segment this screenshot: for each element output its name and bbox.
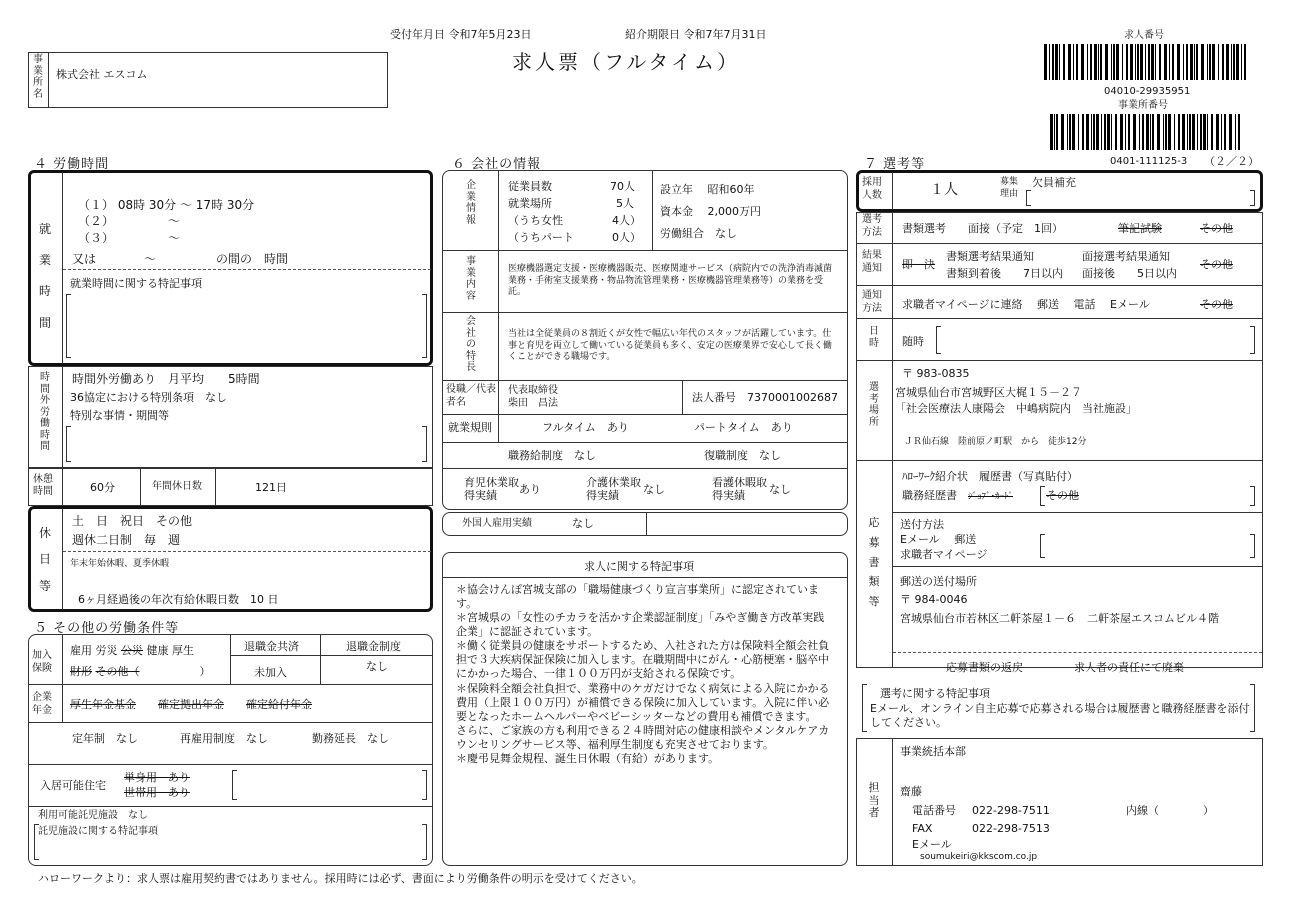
representative-label: 役職／代表者名	[446, 384, 496, 408]
barcode-bar	[1094, 44, 1097, 80]
barcode-bar	[1055, 44, 1058, 80]
barcode-bar	[1235, 114, 1236, 150]
representative-name: 柴田 昌法	[508, 398, 558, 409]
barcode-bar	[1135, 44, 1136, 80]
housing-label: 入居可能住宅	[40, 779, 106, 792]
corporate-number: 法人番号 7370001002687	[692, 391, 838, 404]
method-label: 選考方法	[862, 214, 882, 238]
rules-label: 就業規則	[448, 421, 492, 434]
barcode-bar	[1233, 44, 1235, 80]
return-value: 求人者の責任にて廃棄	[1074, 661, 1184, 674]
barcode-bar	[1163, 114, 1164, 150]
break-value: 60分	[90, 481, 115, 494]
barcode-bar	[1111, 114, 1112, 150]
barcode-bar	[1183, 44, 1184, 80]
duty-pay: 職務給制度 なし	[508, 449, 596, 462]
nursing-leave-value: なし	[643, 483, 665, 496]
received-date: 受付年月日 令和7年5月23日	[390, 28, 532, 41]
childcare-leave-value: あり	[519, 483, 541, 496]
fax-label: FAX	[912, 822, 933, 835]
method: 書類選考 面接（予定 1回）	[902, 222, 1063, 235]
retire-mutual-label: 退職金共済	[244, 640, 299, 653]
office-name-label: 事業所名	[33, 54, 43, 100]
annual-holidays-value: 121日	[255, 481, 287, 494]
barcode-bar	[1054, 114, 1055, 150]
barcode-bar	[1172, 44, 1174, 80]
barcode-bar	[1177, 44, 1180, 80]
barcode-bar	[1218, 44, 1219, 80]
barcode-bar	[1044, 44, 1047, 80]
barcode-bar	[1244, 44, 1246, 80]
barcode-bar	[1216, 114, 1219, 150]
notify-other: その他	[1200, 298, 1233, 311]
barcode-bar	[1101, 114, 1102, 150]
childcare-note: 託児施設に関する特記事項	[38, 826, 158, 837]
barcode-bar	[1207, 114, 1208, 150]
sec5-title: ５ その他の労働条件等	[34, 621, 180, 636]
result-interview: 面接選考結果通知	[1082, 250, 1170, 263]
care-leave-label: 看護休暇取得実績	[712, 476, 767, 503]
barcode-bar	[1231, 44, 1232, 80]
barcode-bar	[1050, 114, 1053, 150]
result-docs-days: 書類到着後 7日以内	[946, 267, 1063, 280]
office-number-barcode	[1050, 114, 1246, 150]
barcode-bar	[1190, 44, 1193, 80]
annual-holidays-label: 年間休日数	[152, 481, 202, 492]
paid-leave: 6ヶ月経過後の年次有給休暇日数 10 日	[78, 593, 279, 606]
holidays-label: 休日等	[38, 526, 51, 593]
fax-value: 022-298-7513	[972, 822, 1050, 835]
tel-value: 022-298-7511	[972, 804, 1050, 817]
barcode-bar	[1067, 114, 1068, 150]
two-day-system: 週休二日制 毎 週	[72, 533, 181, 547]
send-method-1: Eメール 郵送	[900, 533, 977, 546]
reason: 欠員補充	[1032, 176, 1076, 189]
barcode-bar	[1098, 44, 1099, 80]
sel-special-title: 選考に関する特記事項	[880, 687, 990, 700]
overtime-label: 時間外労働時間	[40, 372, 50, 452]
barcode-bar	[1197, 114, 1198, 150]
contact-dept: 事業統括本部	[900, 745, 966, 758]
place-address: 宮城県仙台市宮城野区大梶１５－２７	[895, 386, 1082, 399]
barcode-bar	[1061, 114, 1064, 150]
reason-label: 募集理由	[1000, 177, 1019, 199]
mail-zip: 〒 984-0046	[900, 593, 968, 606]
work-extension: 勤務延長 なし	[312, 732, 389, 745]
reinstate: 復職制度 なし	[704, 449, 781, 462]
company-label: 企業情報	[466, 180, 476, 226]
barcode-bar	[1222, 44, 1224, 80]
barcode-bar	[1128, 114, 1130, 150]
barcode-bar	[1120, 114, 1123, 150]
place-address-2: 「社会医療法人康陽会 中嶋病院内 当社施設」	[895, 402, 1137, 415]
barcode-bar	[1164, 44, 1167, 80]
rules-part: パートタイム あり	[694, 421, 793, 434]
docs-line-2: 職務経歴書 ｼﾞｮﾌﾞ･ｶｰﾄﾞ	[902, 489, 1014, 502]
insurance-line-1: 雇用 労災 公災 健康 厚生	[70, 644, 194, 657]
insurance-line-2: 財形 その他（ ）	[70, 665, 211, 678]
childcare-label: 利用可能託児施設 なし	[38, 810, 148, 821]
barcode-bar	[1104, 114, 1106, 150]
barcode-bar	[1155, 44, 1156, 80]
barcode-bar	[1207, 44, 1208, 80]
job-number-barcode	[1044, 44, 1250, 80]
barcode-bar	[1201, 44, 1204, 80]
barcode-bar	[1146, 114, 1149, 150]
business-content: 医療機器選定支援・医療機器販売、医療関連サービス（病院内での洗浄消毒滅菌業務・手術室支援業務・物品物流管理業務・医療機器管理業務等）の業務を受託。	[508, 264, 833, 298]
barcode-bar	[1091, 114, 1092, 150]
barcode-bar	[1068, 44, 1071, 80]
break-box	[28, 468, 433, 506]
email-label: Eメール	[912, 838, 952, 851]
nursing-leave-label: 介護休業取得実績	[586, 476, 641, 503]
sel-special-text: Eメール、オンライン自主応募で応募される場合は履歴書と職務経歴書を添付してください。	[870, 702, 1250, 730]
form-title: 求人票（フルタイム）	[512, 50, 740, 74]
barcode-bar	[1100, 44, 1102, 80]
hours-or-line: 又は ～ の間の 時間	[72, 252, 289, 266]
union: 労働組合 なし	[660, 227, 737, 240]
childcare-leave-label: 育児休業取得実績	[464, 476, 519, 503]
barcode-bar	[1169, 44, 1170, 80]
result-label: 結果通知	[862, 250, 882, 274]
barcode-bar	[1212, 44, 1215, 80]
tel-extension: 内線（ ）	[1126, 804, 1214, 817]
barcode-bar	[1056, 114, 1058, 150]
barcode-bar	[1090, 44, 1092, 80]
office-number: 0401-111125-3	[1110, 156, 1188, 167]
barcode-bar	[1241, 44, 1242, 80]
barcode-bar	[1116, 44, 1119, 80]
barcode-bar	[1145, 44, 1146, 80]
barcode-bar	[1125, 114, 1126, 150]
barcode-bar	[1159, 44, 1161, 80]
foreign-label: 外国人雇用実績	[462, 518, 532, 529]
women-label: （うち女性	[508, 214, 563, 227]
barcode-bar	[1078, 114, 1079, 150]
barcode-bar	[1049, 44, 1050, 80]
place-zip: 〒 983-0835	[902, 367, 970, 380]
barcode-bar	[1082, 114, 1084, 150]
barcode-bar	[1105, 44, 1108, 80]
barcode-bar	[1087, 44, 1088, 80]
barcode-bar	[1107, 114, 1110, 150]
job-number-label: 求人番号	[1124, 30, 1164, 41]
method-other: その他	[1200, 222, 1233, 235]
pension-3: 確定給付年金	[246, 698, 312, 711]
return-label: 応募書類の返戻	[946, 661, 1023, 674]
barcode-bar	[1203, 114, 1206, 150]
barcode-bar	[1072, 114, 1075, 150]
business-label: 事業内容	[466, 256, 476, 302]
mail-dest-label: 郵送の送付場所	[900, 575, 977, 588]
barcode-bar	[1093, 114, 1095, 150]
result-docs: 書類選考結果通知	[946, 250, 1034, 263]
mail-address: 宮城県仙台市若林区二軒茶屋１－６ 二軒茶屋エスコムビル４階	[900, 612, 1219, 625]
hours-special-label: 就業時間に関する特記事項	[70, 277, 202, 290]
contact-label: 担当者	[868, 781, 880, 820]
job-number: 04010-29935951	[1104, 86, 1191, 97]
barcode-bar	[1139, 114, 1140, 150]
retire-age: 定年制 なし	[72, 732, 138, 745]
work-place-label: 就業場所	[508, 197, 552, 210]
housing-single: 単身用 あり	[124, 771, 190, 784]
barcode-bar	[1196, 44, 1198, 80]
women-value: 4人）	[612, 214, 641, 227]
barcode-bar	[1115, 114, 1117, 150]
insurance-label: 加入保険	[32, 650, 52, 674]
job-special-title: 求人に関する特記事項	[584, 560, 694, 573]
housing-family: 世帯用 あり	[124, 786, 190, 799]
docs-other: その他	[1046, 489, 1079, 502]
barcode-bar	[1052, 44, 1054, 80]
special-case: 特別な事情・期間等	[70, 409, 169, 422]
barcode-bar	[1150, 114, 1151, 150]
foreign-value: なし	[572, 517, 594, 530]
place-label: 選考場所	[869, 382, 879, 428]
page-number: （２／２）	[1204, 155, 1259, 168]
company-feature: 当社は全従業員の８割近くが女性で幅広い年代のスタッフが活躍しています。仕事と育児を両立して働いている従業員も多く、安定の医療業界で安心して長く働くことができる職場です。	[508, 329, 832, 363]
barcode-bar	[1096, 114, 1099, 150]
email-value: soumukeiri@kkscom.co.jp	[920, 852, 1038, 862]
barcode-bar	[1211, 114, 1213, 150]
barcode-bar	[1151, 44, 1154, 80]
retire-system-label: 退職金制度	[346, 640, 401, 653]
barcode-bar	[1186, 44, 1188, 80]
barcode-bar	[1221, 114, 1222, 150]
barcode-bar	[1140, 44, 1143, 80]
barcode-bar	[1073, 44, 1074, 80]
office-name: 株式会社 エスコム	[56, 68, 148, 81]
art36-line: 36協定における特別条項 なし	[70, 391, 227, 404]
barcode-bar	[1059, 44, 1060, 80]
job-special-text: ＊協会けんぽ宮城支部の「職場健康づくり宣言事業所」に認定されています。 ＊宮城県の「女性のチカラを活かす企業認証制度」「みやぎ働き方改革実践企業」に認証されています。 ＊働く従業員の健康をサポートするため、入社された方は保険料全額会社負担で３大疾病保証保険に加入します。在職期間中にがん・心筋梗塞・脳卒中にかかった場合、一律１００万円が支給される保険です。 ＊保険料全額会社負担で、業務中のケガだけでなく病気による入院にかかる費用（上限１００万円）が補償できる保険に加入しています。入院に伴い必要となったホームヘルパーやベビーシッターなどの費用も補償できます。 さらに、ご家族の方も利用できる２４時間対応の健康相談やメンタルケアカウンセリングサービス等、福利厚生制度も充実させております。 ＊慶弔見舞金規程、誕生日休暇（有給）があります。	[456, 583, 830, 765]
barcode-bar	[1130, 44, 1133, 80]
barcode-bar	[1142, 114, 1144, 150]
barcode-bar	[1174, 114, 1175, 150]
date-value: 随時	[902, 335, 924, 348]
work-place-value: 5人	[616, 197, 634, 210]
result-other: その他	[1200, 258, 1233, 271]
pension-2: 確定拠出年金	[158, 698, 224, 711]
sec6-title: ６ 会社の情報	[452, 157, 542, 172]
barcode-bar	[1122, 44, 1123, 80]
barcode-bar	[1209, 44, 1211, 80]
barcode-bar	[1187, 114, 1188, 150]
barcode-bar	[1168, 114, 1171, 150]
barcode-bar	[1238, 114, 1240, 150]
hours-line-2: （２） ～	[78, 214, 181, 228]
parttime-label: （うちパート	[508, 231, 574, 244]
notify-method: 求職者マイページに連絡 郵送 電話 Eメール	[902, 298, 1150, 311]
holiday-note: 年末年始休暇、夏季休暇	[70, 559, 170, 569]
docs-line-1: ﾊﾛｰﾜｰｸ紹介状 履歴書（写真貼付）	[902, 470, 1078, 483]
send-method-label: 送付方法	[900, 518, 944, 531]
barcode-bar	[1137, 44, 1139, 80]
barcode-bar	[1182, 114, 1185, 150]
overtime-line: 時間外労働あり 月平均 5時間	[72, 372, 260, 386]
founded: 設立年 昭和60年	[660, 183, 755, 196]
barcode-bar	[1069, 114, 1071, 150]
barcode-bar	[1157, 114, 1160, 150]
docs-label: 応募書類等	[868, 516, 880, 609]
result-interview-days: 面接後 5日以内	[1082, 267, 1177, 280]
rules-full: フルタイム あり	[542, 421, 629, 434]
barcode-bar	[1178, 114, 1180, 150]
barcode-bar	[1152, 114, 1154, 150]
barcode-bar	[1133, 114, 1136, 150]
office-number-label: 事業所番号	[1118, 100, 1168, 111]
sec4-title: ４ 労働時間	[34, 157, 110, 172]
capital: 資本金 2,000万円	[660, 205, 761, 218]
barcode-bar	[1086, 114, 1089, 150]
sec7-title: ７ 選考等	[864, 157, 926, 172]
send-method-2: 求職者マイページ	[900, 548, 988, 561]
retire-system-value: なし	[366, 660, 388, 673]
date-label: 日時	[869, 326, 879, 349]
working-hours-label: 就業時間	[38, 222, 51, 330]
barcode-bar	[1224, 114, 1226, 150]
barcode-bar	[1226, 44, 1229, 80]
barcode-bar	[1165, 114, 1167, 150]
deadline-date: 紹介期限日 令和7年7月31日	[625, 28, 767, 41]
barcode-bar	[1081, 44, 1084, 80]
method-written: 筆記試験	[1118, 222, 1162, 235]
rehire-system: 再雇用制度 なし	[180, 732, 268, 745]
representative-title: 代表取締役	[508, 385, 558, 396]
notify-label: 通知方法	[862, 290, 882, 314]
tel-label: 電話番号	[912, 804, 956, 817]
barcode-bar	[1076, 44, 1078, 80]
barcode-bar	[1236, 44, 1239, 80]
contact-name: 齋藤	[900, 785, 922, 798]
pension-1: 厚生年金基金	[70, 698, 136, 711]
hire-count: １人	[930, 182, 958, 198]
care-leave-value: なし	[769, 483, 791, 496]
pension-label: 企業年金	[32, 692, 52, 716]
barcode-bar	[1063, 44, 1065, 80]
parttime-value: 0人）	[612, 231, 641, 244]
employees-label: 従業員数	[508, 180, 552, 193]
barcode-bar	[1200, 114, 1202, 150]
footer-note: ハローワークより：求人票は雇用契約書ではありません。採用時には必ず、書面により労働条件の明示を受けてください。	[38, 872, 643, 885]
holidays-days: 土 日 祝日 その他	[72, 514, 193, 528]
retire-mutual-value: 未加入	[254, 666, 287, 679]
barcode-bar	[1111, 44, 1112, 80]
employees-value: 70人	[610, 180, 635, 193]
barcode-bar	[1189, 114, 1191, 150]
barcode-bar	[1192, 114, 1195, 150]
barcode-bar	[1194, 44, 1195, 80]
hire-label: 採用人数	[862, 177, 882, 201]
barcode-bar	[1113, 44, 1115, 80]
barcode-bar	[1229, 114, 1232, 150]
barcode-bar	[1148, 44, 1150, 80]
hours-line-3: （３） ～	[78, 231, 181, 245]
feature-label: 会社の特長	[466, 316, 476, 373]
place-access: ＪＲ仙石線 陸前原ノ町駅 から 徒歩12分	[904, 437, 1087, 447]
break-label: 休憩時間	[33, 474, 53, 497]
barcode-bar	[1126, 44, 1128, 80]
result-immediate: 即 決	[902, 258, 935, 271]
hours-line-1: （１） 08時 30分 ～ 17時 30分	[78, 198, 255, 212]
